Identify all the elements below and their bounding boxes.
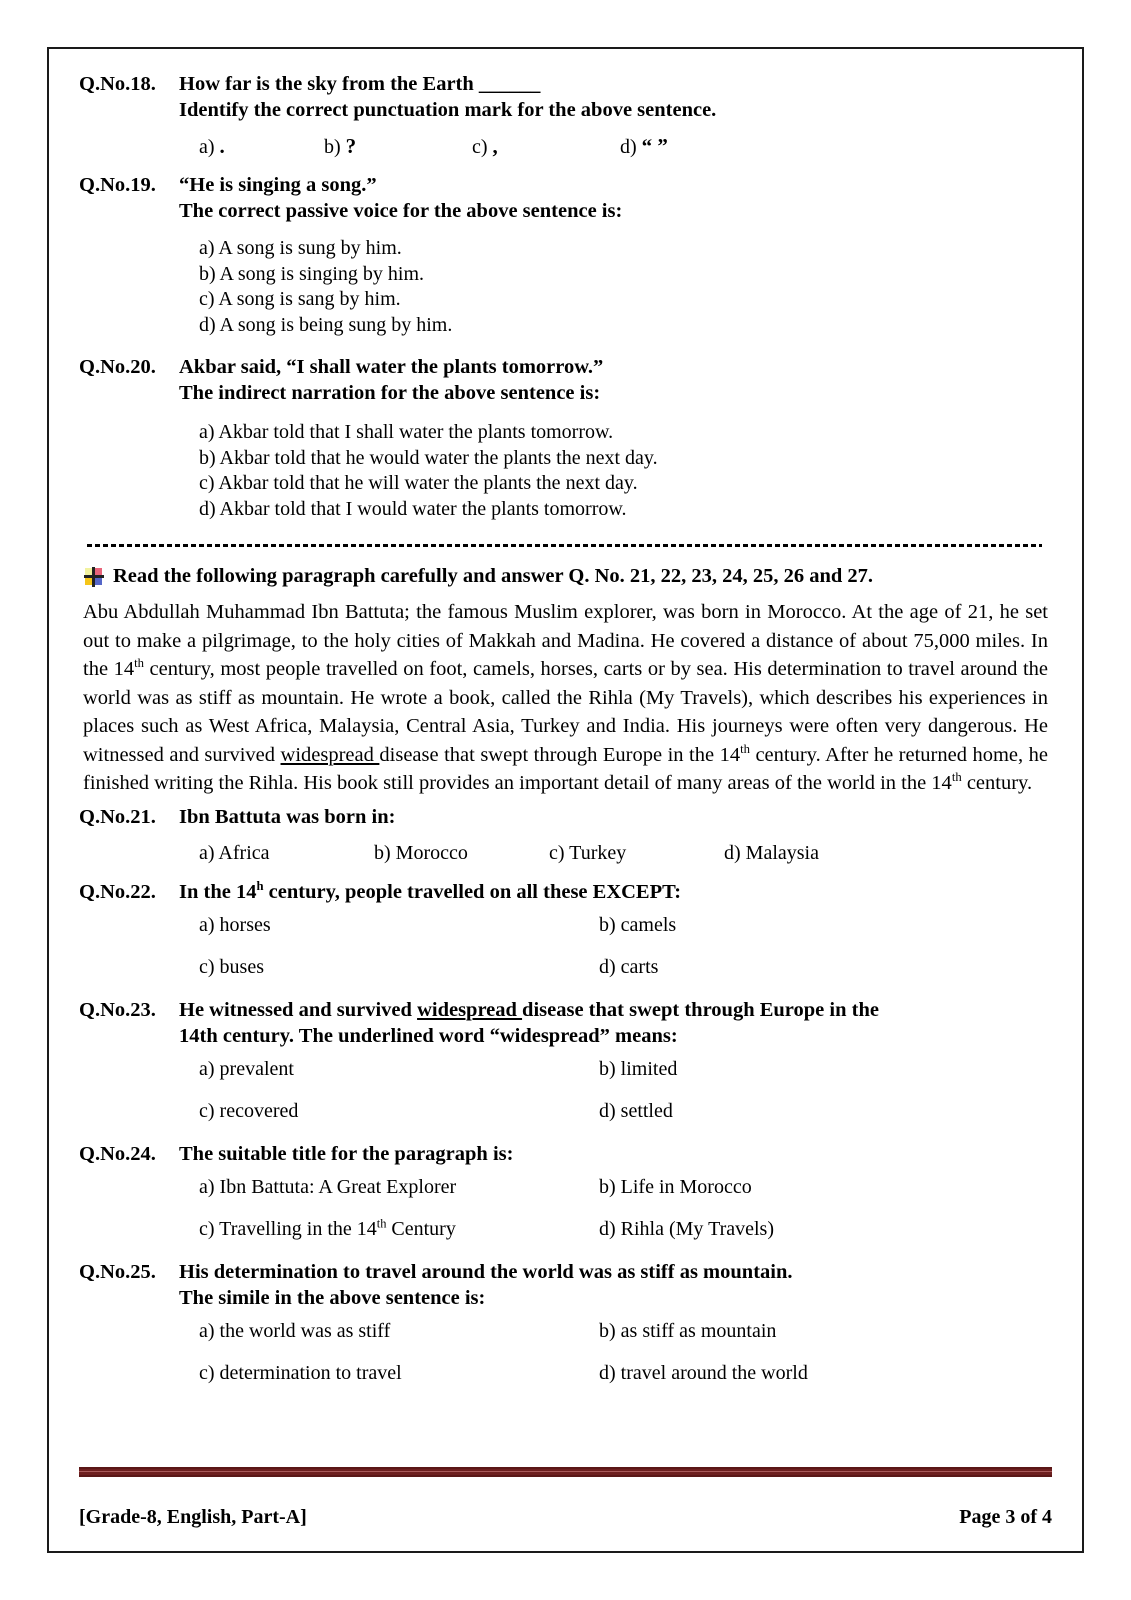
option-21-d[interactable]: d) Malaysia [724,841,819,864]
passage-superscript: th [134,656,144,671]
question-18 [79,71,1052,123]
question-18-line1: How far is the sky from the Earth ______ [179,73,541,95]
question-18-number: Q.No.18. [79,73,156,95]
option-21-a[interactable]: a) Africa [199,841,270,864]
option-22-d[interactable]: d) carts [599,955,659,978]
option-23-c[interactable]: c) recovered [199,1099,299,1122]
question-19-options [199,236,1052,338]
question-18-options [199,133,1052,160]
question-24-stem: The suitable title for the paragraph is: [179,1142,514,1165]
question-21 [79,804,1052,830]
passage-underlined-word: widespread [280,743,380,766]
option-23-d[interactable]: d) settled [599,1099,673,1122]
question-20-line2: The indirect narration for the above sentence is: [179,382,601,404]
question-25-number: Q.No.25. [79,1260,156,1283]
page-content [49,49,1082,1551]
exam-page [47,47,1084,1553]
question-21-number: Q.No.21. [79,805,156,828]
option-25-c[interactable]: c) determination to travel [199,1361,402,1384]
question-19-stem [179,172,1052,224]
option-25-b[interactable]: b) as stiff as mountain [599,1319,777,1342]
passage-superscript: th [951,770,962,785]
option-24-c[interactable]: c) Travelling in the 14th Century [199,1215,456,1240]
option-23-b[interactable]: b) limited [599,1057,678,1080]
question-23-number: Q.No.23. [79,998,156,1021]
question-22-superscript: h [256,878,264,893]
option-18-d[interactable]: d) “ ” [620,134,668,158]
option-18-b[interactable]: b) ? [324,134,357,158]
passage-text: century. [961,772,1033,794]
option-19-d[interactable]: d) A song is being sung by him. [199,313,453,336]
question-19-line2: The correct passive voice for the above sentence is: [179,200,623,222]
option-20-d[interactable]: d) Akbar told that I would water the plants tomorrow. [199,497,627,520]
option-20-a[interactable]: a) Akbar told that I shall water the plants tomorrow. [199,421,614,443]
question-20-stem [179,354,1052,406]
question-20-number: Q.No.20. [79,356,156,378]
option-20-b[interactable]: b) Akbar told that he would water the plants the next day. [199,446,658,469]
question-19 [79,172,1052,224]
passage-text: century. After he returned home, he finished writing the Rihla. His book still provides an important detail of many areas of the world in the 14 [83,743,1048,794]
footer-page-number: Page 3 of 4 [959,1506,1052,1528]
question-19-number: Q.No.19. [79,174,156,196]
option-24-a[interactable]: a) Ibn Battuta: A Great Explorer [199,1175,457,1198]
option-25-d[interactable]: d) travel around the world [599,1361,808,1384]
passage-superscript: th [740,741,750,756]
option-22-a[interactable]: a) horses [199,913,271,936]
question-22-stem: In the 14$^h$ century, people travelled on all these EXCEPT: [179,878,682,903]
question-20-options [199,420,1052,522]
reading-passage [83,598,1048,798]
question-18-stem [179,71,1052,123]
footer-divider-rule [79,1467,1052,1477]
passage-text: century, most people travelled on foot, camels, horses, carts or by sea. His determination to travel around the world was as stiff as mountain. He wrote a book, called the Rihla (My Travels), which describes his experiences in places such as West Africa, Malaysia, Central Asia, Turkey and India. His journeys were often very dangerous. He witnessed and survived [83,658,1048,766]
question-25-stem: His determination to travel around the world was as stiff as mountain. The simile in the above sentence is: [179,1260,793,1309]
question-24-number: Q.No.24. [79,1142,156,1165]
option-24-d[interactable]: d) Rihla (My Travels) [599,1217,774,1240]
option-18-c[interactable]: c) , [472,134,498,158]
option-22-b[interactable]: b) camels [599,913,677,936]
page-footer [79,1506,1052,1529]
question-23-underlined-word: widespread [417,998,523,1021]
footer-left-label: [Grade-8, English, Part-A] [79,1506,307,1528]
passage-text: disease that swept through Europe in the 14 [379,743,741,766]
option-23-a[interactable]: a) prevalent [199,1057,294,1080]
option-21-c[interactable]: c) Turkey [549,841,627,864]
question-19-line1: “He is singing a song.” [179,174,377,196]
section-divider [87,544,1042,547]
question-22-options [199,913,1052,979]
question-18-line2: Identify the correct punctuation mark for the above sentence. [179,99,717,121]
question-25-options [199,1319,1052,1385]
question-20-line1: Akbar said, “I shall water the plants tomorrow.” [179,356,604,378]
option-19-c[interactable]: c) A song is sang by him. [199,288,401,310]
question-20 [79,354,1052,406]
four-quadrant-bullet-icon [85,568,103,586]
question-24-options [199,1175,1052,1241]
option-22-c[interactable]: c) buses [199,955,264,978]
question-23 [79,997,1052,1049]
question-21-options [199,842,1052,865]
option-24-c-superscript: th [376,1215,387,1230]
question-21-stem: Ibn Battuta was born in: [179,805,396,828]
option-19-b[interactable]: b) A song is singing by him. [199,262,425,285]
passage-text: Abu Abdullah Muhammad Ibn Battuta; the famous Muslim explorer, was born in Morocco. At the age of 21, he set out to make a pilgrimage, to the holy cities of Makkah and Madina. He covered a distance of about 75,000 miles. In the 14 [83,601,1048,680]
question-25 [79,1259,1052,1311]
reading-instruction [85,565,1052,588]
question-23-stem: He witnessed and survived widespread disease that swept through Europe in the 14th century. The underlined word “widespread” means: [179,998,879,1047]
question-24 [79,1141,1052,1167]
question-23-options [199,1057,1052,1123]
option-21-b[interactable]: b) Morocco [374,841,468,864]
option-20-c[interactable]: c) Akbar told that he will water the plants the next day. [199,472,638,494]
reading-instruction-text: Read the following paragraph carefully and answer Q. No. 21, 22, 23, 24, 25, 26 and 27. [113,565,874,587]
option-24-b[interactable]: b) Life in Morocco [599,1175,752,1198]
option-19-a[interactable]: a) A song is sung by him. [199,237,402,259]
question-22-number: Q.No.22. [79,880,156,903]
question-22 [79,879,1052,905]
option-18-a[interactable]: a) . [199,134,225,158]
option-25-a[interactable]: a) the world was as stiff [199,1319,391,1342]
